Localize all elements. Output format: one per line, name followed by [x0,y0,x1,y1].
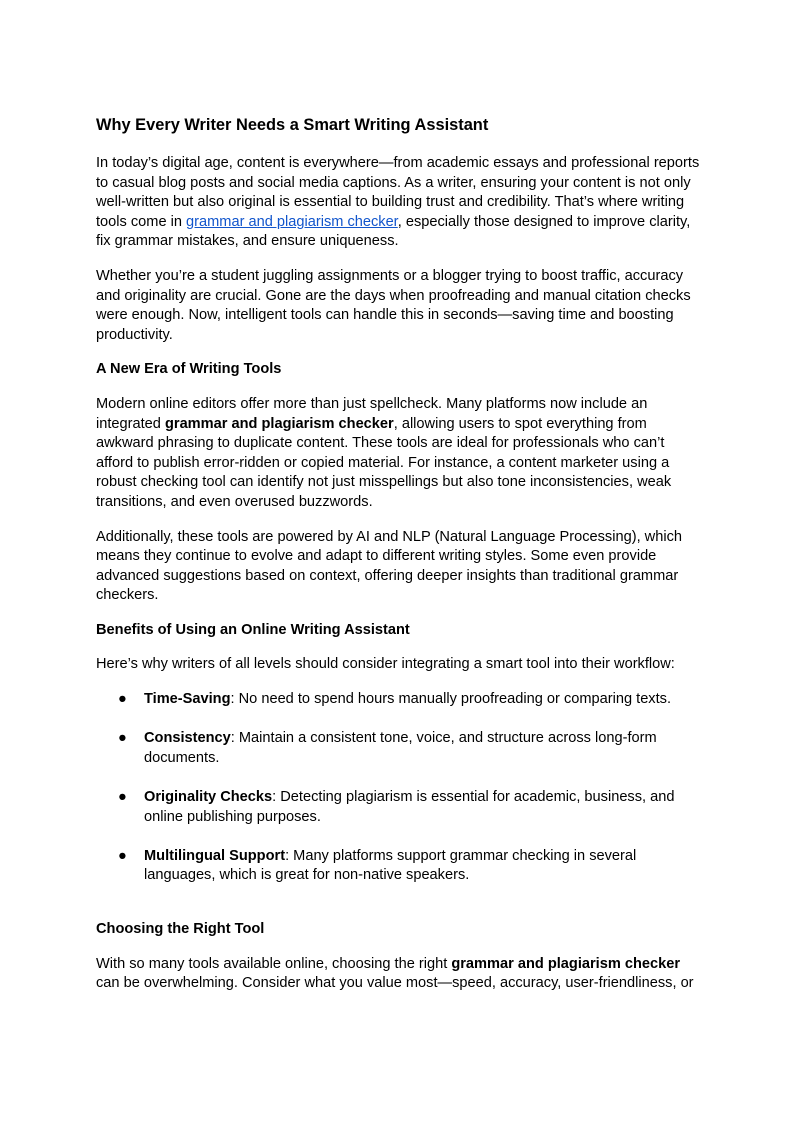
choosing-text-before: With so many tools available online, choosing the right [96,955,452,972]
intro-text-before: In today’s digital age, content is everywhere—from academic essays and professional reports to casual blog posts and social media captions. As a writer, ensuring your content is not only well-written but also original is essential to building trust and credibility. That’s where writing tools come in [96,155,700,230]
benefit-text: : Detecting plagiarism is essential for academic, business, and online publishing purposes. [144,789,675,825]
bullet-icon: ● [118,847,127,864]
benefit-text: : Many platforms support grammar checking in several languages, which is great for non-native speakers. [144,847,637,884]
modern-editors-text-before: Modern online editors offer more than just spellcheck. Many platforms now include an integrated [96,395,648,432]
intro-paragraph [96,154,700,252]
benefits-list [96,690,700,886]
list-item [96,847,700,886]
list-item [96,788,700,827]
bullet-icon: ● [118,789,127,806]
benefit-term: Multilingual Support [144,847,286,864]
benefit-term: Time-Saving [144,691,231,708]
benefit-term: Consistency [144,730,231,747]
benefit-text: : Maintain a consistent tone, voice, and structure across long-form documents. [144,730,657,766]
document-title: Why Every Writer Needs a Smart Writing Assistant [96,116,489,134]
list-item [96,729,700,768]
benefit-text: : No need to spend hours manually proofreading or comparing texts. [230,691,672,708]
benefits-intro-paragraph: Here’s why writers of all levels should consider integrating a smart tool into their workflow: [96,656,675,673]
modern-editors-paragraph [96,395,700,513]
bullet-icon: ● [118,730,127,747]
section-heading-new-era: A New Era of Writing Tools [96,361,282,378]
list-item [96,690,700,710]
intro-text-after: , especially those designed to improve clarity, fix grammar mistakes, and ensure uniqueness. [96,213,691,250]
bullet-icon: ● [118,691,127,708]
modern-editors-text-after: , allowing users to spot everything from awkward phrasing to duplicate content. These tools are ideal for professionals who can’t afford to publish error-ridden or copied material. For instance, a content marketer using a robust checking tool can identify not just misspellings but also tone inconsistencies, weak transitions, and even overused buzzwords. [96,415,672,510]
section-heading-choosing: Choosing the Right Tool [96,921,265,937]
grammar-checker-link[interactable]: grammar and plagiarism checker [186,213,398,230]
choosing-bold-term: grammar and plagiarism checker [451,955,681,972]
document-page [96,113,700,994]
section-heading-benefits: Benefits of Using an Online Writing Assistant [96,621,410,638]
choosing-text-after: can be overwhelming. Consider what you value most—speed, accuracy, user-friendliness, or [96,975,694,992]
ai-nlp-paragraph: Additionally, these tools are powered by AI and NLP (Natural Language Processing), which means they continue to evolve and adapt to different writing styles. Some even provide advanced suggestions based on context, offering deeper insights than traditional grammar checkers. [96,528,682,604]
student-blogger-paragraph: Whether you’re a student juggling assignments or a blogger trying to boost traffic, accuracy and originality are crucial. Gone are the days when proofreading and manual citation checks were enough. Now, intelligent tools can handle this in seconds—saving time and boosting productivity. [96,267,691,343]
benefit-term: Originality Checks [144,789,273,806]
choosing-paragraph [96,955,700,994]
modern-editors-bold-term: grammar and plagiarism checker [164,415,394,432]
